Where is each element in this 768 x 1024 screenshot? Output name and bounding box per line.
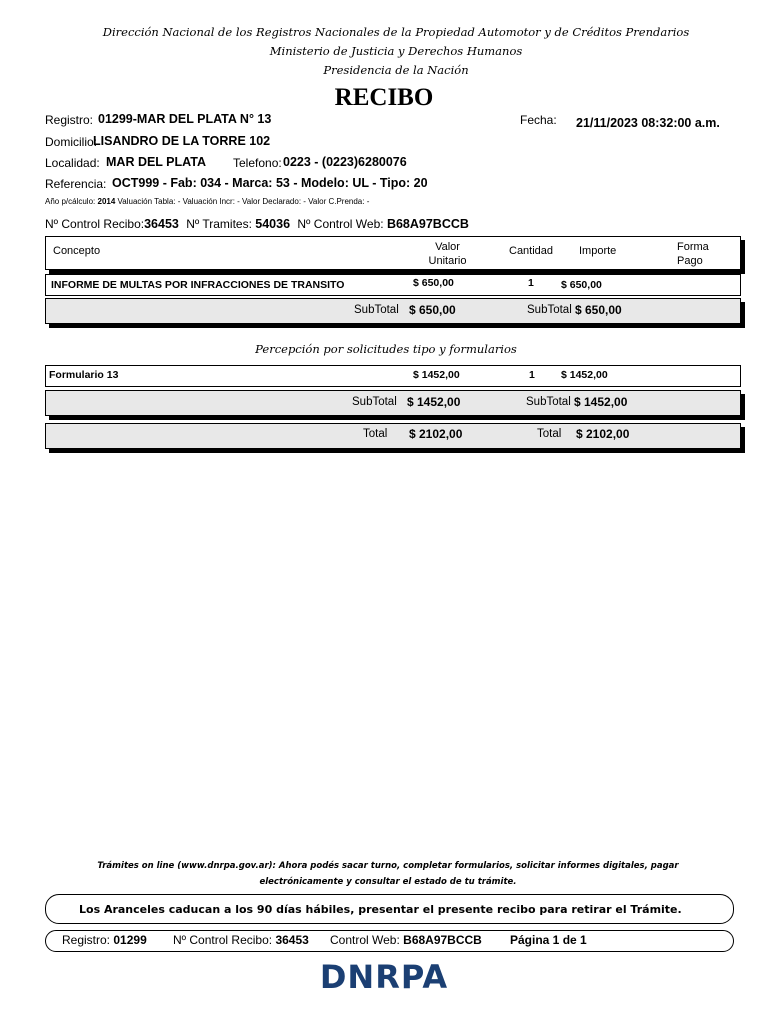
page-indicator: Página 1 de 1 — [510, 933, 587, 947]
footer-note-line-2: electrónicamente y consultar el estado de tu trámite. — [259, 877, 517, 887]
subtotal2-valor: $ 1452,00 — [407, 395, 461, 409]
item2-concepto: Formulario 13 — [49, 369, 119, 381]
fecha-value: 21/11/2023 08:32:00 a.m. — [576, 116, 720, 130]
tramites-value: 54036 — [255, 217, 291, 231]
anio-value: 2014 — [97, 197, 116, 206]
document-title: RECIBO — [334, 84, 434, 111]
control-row — [45, 217, 469, 231]
subtotal-label-2: SubTotal — [527, 304, 572, 316]
valuacion-details: Valuación Tabla: - Valuación Incr: - Valor Declarado: - Valor C.Prenda: - — [117, 197, 370, 206]
col-valor-unitario — [420, 240, 475, 268]
table-header — [45, 236, 741, 270]
total-label-2: Total — [537, 428, 562, 440]
item-importe: $ 650,00 — [561, 279, 602, 291]
total-label: Total — [363, 428, 388, 440]
subtotal2-label-2: SubTotal — [526, 396, 571, 408]
header-line-3: Presidencia de la Nación — [323, 63, 469, 77]
localidad-label: Localidad: — [45, 156, 100, 170]
footer-registro-value: 01299 — [113, 933, 147, 947]
col-forma-pago — [677, 240, 709, 268]
footer-web-label: Control Web: — [330, 933, 400, 947]
col-cantidad: Cantidad — [509, 245, 554, 257]
domicilio-value: LISANDRO DE LA TORRE 102 — [93, 134, 271, 148]
subtotal-label: SubTotal — [354, 304, 399, 316]
fecha-label: Fecha: — [520, 113, 557, 127]
localidad-value: MAR DEL PLATA — [106, 155, 206, 169]
item2-importe: $ 1452,00 — [561, 369, 608, 381]
control-recibo-label: Nº Control Recibo: — [45, 217, 145, 231]
tramites-label: Nº Tramites: — [186, 217, 252, 231]
referencia-label: Referencia: — [45, 177, 107, 191]
footer-note-line-1: Trámites on line (www.dnrpa.gov.ar): Ahora podés sacar turno, completar formularios, solicitar informes digitales, pagar — [97, 861, 679, 871]
col-importe: Importe — [579, 245, 617, 257]
item2-valor: $ 1452,00 — [413, 369, 460, 381]
item2-cantidad: 1 — [529, 369, 535, 381]
telefono-label: Telefono: — [233, 156, 282, 170]
col-forma-line1: Forma — [677, 241, 709, 253]
registro-label: Registro: — [45, 113, 94, 127]
footer-control-value: 36453 — [275, 933, 309, 947]
footer-registro-label: Registro: — [62, 933, 111, 947]
total-row — [45, 423, 741, 449]
item-valor: $ 650,00 — [413, 277, 454, 289]
total-valor: $ 2102,00 — [409, 427, 463, 441]
item-cantidad: 1 — [528, 277, 534, 289]
footer-web — [330, 933, 482, 947]
footer-control — [173, 933, 309, 947]
control-web-label: Nº Control Web: — [297, 217, 384, 231]
subtotal-importe: $ 650,00 — [575, 303, 622, 317]
item-concepto: INFORME DE MULTAS POR INFRACCIONES DE TRANSITO — [51, 279, 345, 291]
section-title: Percepción por solicitudes tipo y formularios — [255, 342, 517, 356]
footer-web-value: B68A97BCCB — [403, 933, 482, 947]
anio-row — [45, 197, 369, 206]
telefono-value: 0223 - (0223)6280076 — [283, 155, 407, 169]
anio-label: Año p/cálculo: — [45, 197, 96, 206]
col-valor-line1: Valor — [435, 241, 460, 253]
col-forma-line2: Pago — [677, 255, 703, 267]
footer-control-label: Nº Control Recibo: — [173, 933, 273, 947]
col-concepto: Concepto — [53, 245, 101, 257]
control-web-value: B68A97BCCB — [386, 217, 469, 231]
aranceles-text: Los Aranceles caducan a los 90 días hábiles, presentar el presente recibo para retirar el Trámite. — [79, 903, 682, 916]
header-line-2: Ministerio de Justicia y Derechos Humanos — [269, 44, 523, 58]
subtotal2-importe: $ 1452,00 — [574, 395, 628, 409]
subtotal2-label: SubTotal — [352, 396, 397, 408]
table-row — [45, 365, 741, 387]
subtotal-valor: $ 650,00 — [409, 303, 456, 317]
total-importe: $ 2102,00 — [576, 427, 630, 441]
dnrpa-logo: DNRPA — [319, 958, 449, 996]
referencia-value: OCT999 - Fab: 034 - Marca: 53 - Modelo: UL - Tipo: 20 — [112, 176, 428, 190]
domicilio-label: Domicilio: — [45, 135, 98, 149]
control-recibo-value: 36453 — [144, 217, 179, 231]
footer-registro — [62, 933, 147, 947]
registro-value: 01299-MAR DEL PLATA N° 13 — [98, 112, 272, 126]
header-line-1: Dirección Nacional de los Registros Nacionales de la Propiedad Automotor y de Créditos Prendarios — [102, 25, 690, 39]
col-valor-line2: Unitario — [428, 255, 467, 267]
